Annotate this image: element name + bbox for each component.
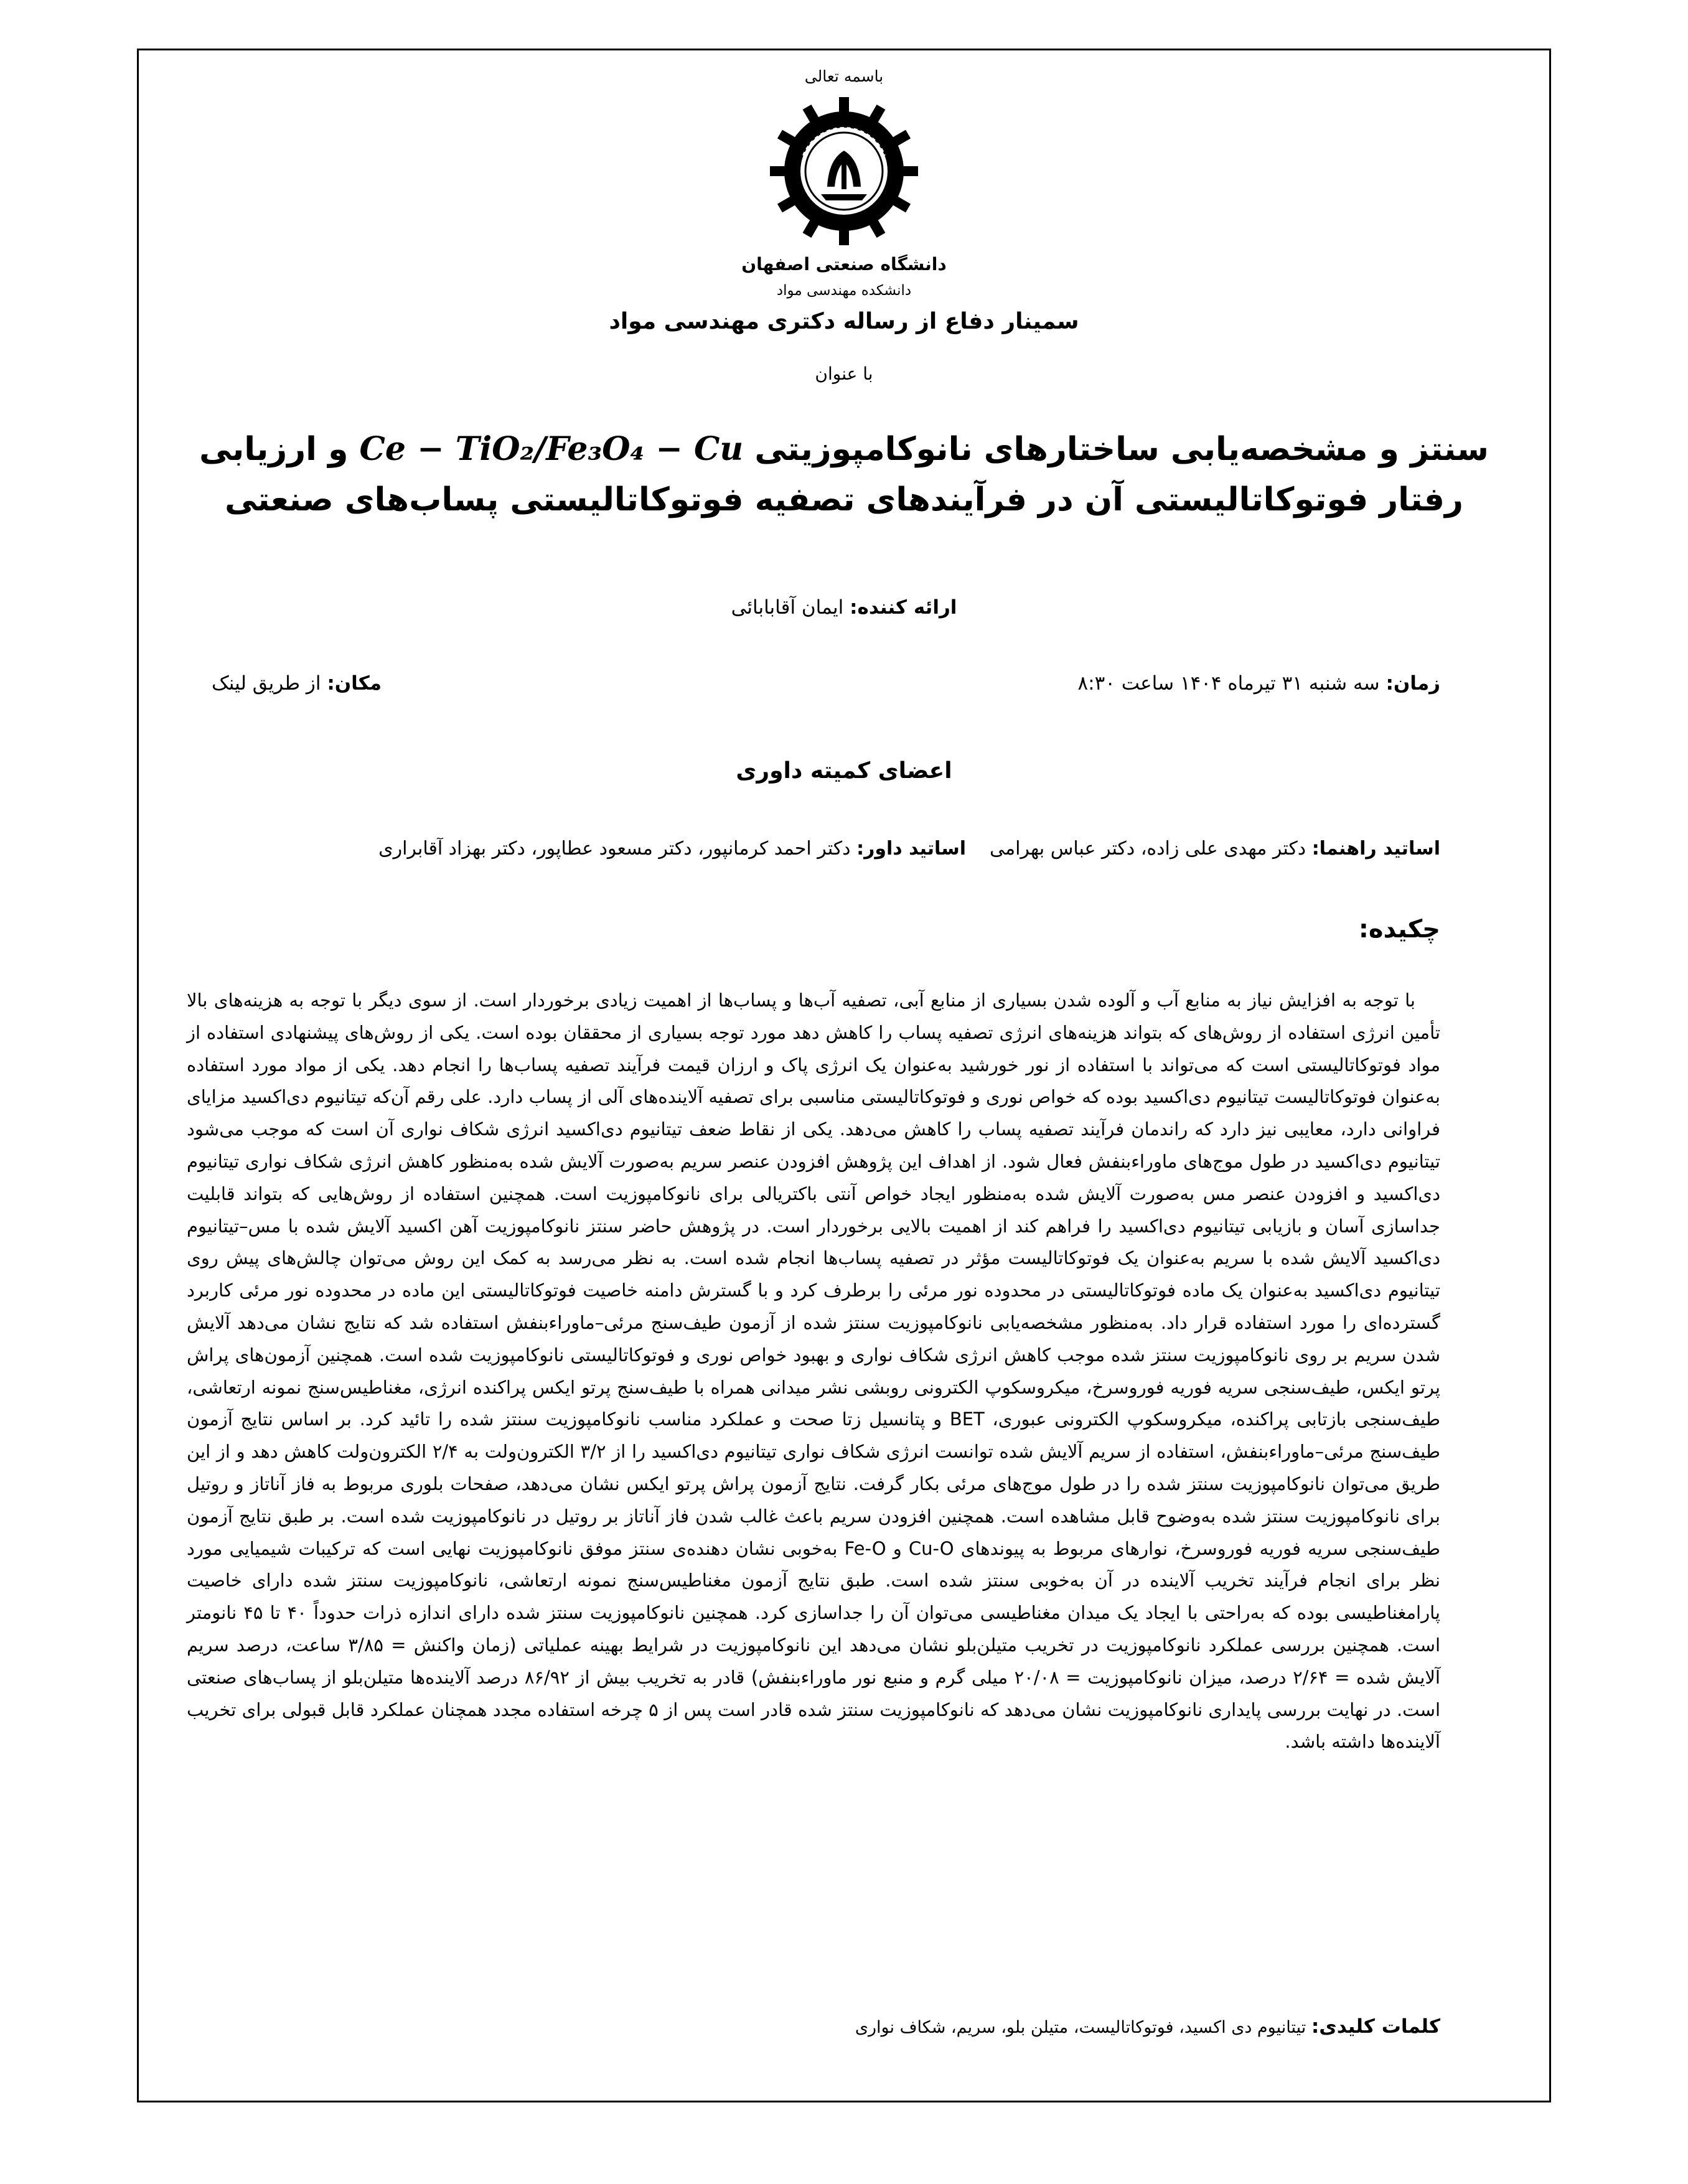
basmala: باسمه تعالی [804,67,884,85]
referees-names: دکتر احمد کرمانپور، دکتر مسعود عطاپور، دکتر بهزاد آقابراری [378,838,851,860]
abstract-heading: چکیده: [1358,915,1440,944]
thesis-title-part1: سنتز و مشخصه‌یابی ساختارهای نانوکامپوزیتی [754,431,1489,468]
keywords-label: کلمات کلیدی: [1311,2015,1440,2038]
university-logo-icon [766,93,922,249]
university-name: دانشگاه صنعتی اصفهان [741,254,947,274]
supervisors-names: دکتر مهدی علی زاده، دکتر عباس بهرامی [990,838,1306,860]
titled-label: با عنوان [815,363,873,384]
presenter-label: ارائه کننده: [850,596,957,619]
place-label: مکان: [327,672,382,695]
thesis-title-formula: Ce − TiO₂/Fe₃O₄ − Cu [359,430,744,468]
thesis-title-part2: و ارزیابی رفتار فوتوکاتالیستی آن در فرآیندهای تصفیه فوتوکاتالیستی پساب‌های صنعتی [199,431,1463,518]
time-value: سه شنبه ۳۱ تیرماه ۱۴۰۴ ساعت ۸:۳۰ [1077,672,1380,695]
keywords-value: تیتانیوم دی اکسید، فوتوکاتالیست، متیلن بلو، سریم، شکاف نواری [855,2018,1306,2037]
abstract-body: با توجه به افزایش نیاز به منابع آب و آلوده شدن بسیاری از منابع آبی، تصفیه آب‌ها و پساب‌ها از اهمیت زیادی برخوردار است. از سوی دیگر با توجه به هزینه‌های بالا تأمین انرژی استفاده از روش‌های که بتواند هزینه‌های انرژی تصفیه پساب را کاهش دهد مورد توجه بسیاری از محققان بوده است. یکی از روش‌های پیشنهادی استفاده از مواد فوتوکاتالیستی است که می‌تواند با استفاده از نور خورشید به‌عنوان یک انرژی پاک و ارزان قیمت فرآیند تصفیه پساب‌ها را انجام دهد. یکی از مواد مورد استفاده به‌عنوان فوتوکاتالیست تیتانیوم دی‌اکسید بوده که خواص نوری و فوتوکاتالیستی مناسبی برای تصفیه آلاینده‌های آلی از پساب دارد. علی رقم آن‌که تیتانیوم دی‌اکسید مزایای فراوانی دارد، معایبی نیز دارد که راندمان فرآیند تصفیه پساب را کاهش می‌دهد. یکی از نقاط ضعف تیتانیوم دی‌اکسید انرژی شکاف نواری آن است که موجب می‌شود تیتانیوم دی‌اکسید در طول موج‌های ماوراءبنفش فعال شود. از اهداف این پژوهش افزودن عنصر سریم به‌صورت آلایش شده به‌منظور کاهش انرژی شکاف نواری تیتانیوم دی‌اکسید و افزودن عنصر مس به‌صورت آلایش شده به‌منظور ایجاد خواص آنتی باکتریالی برای نانوکامپوزیت است. همچنین استفاده از روش‌هایی که بتواند قابلیت جداسازی آسان و بازیابی تیتانیوم دی‌اکسید را فراهم کند از اهمیت بالایی برخوردار است. در پژوهش حاضر سنتز نانوکامپوزیت آهن اکسید آلایش شده با مس–تیتانیوم دی‌اکسید آلایش شده با سریم به‌عنوان یک فوتوکاتالیست مؤثر در تصفیه پساب‌ها انجام شده است. به نظر می‌رسد به کمک این روش می‌توان چالش‌های پیش روی تیتانیوم دی‌اکسید به‌عنوان یک ماده فوتوکاتالیستی در محدوده نور مرئی را برطرف کرد و با گسترش دامنه خاصیت فوتوکاتالیستی این ماده در محدوده نور مرئی کاربرد گسترده‌ای را مورد استفاده قرار داد. به‌منظور مشخصه‌یابی نانوکامپوزیت سنتز شده از آزمون طیف‌سنج مرئی–ماوراءبنفش استفاده شد که نتایج نشان می‌دهد آلایش شدن سریم بر روی نانوکامپوزیت سنتز شده موجب کاهش انرژی شکاف نواری و بهبود خواص نوری و فوتوکاتالیستی نانوکامپوزیت شده است. همچنین آزمون‌های پراش پرتو ایکس، طیف‌سنجی سریه فوریه فوروسرخ، میکروسکوپ الکترونی روبشی نشر میدانی همراه با طیف‌سنج پرتو ایکس پراکنده انرژی، مغناطیس‌سنج نمونه ارتعاشی، طیف‌سنجی بازتابی پراکنده، میکروسکوپ الکترونی عبوری، BET و پتانسیل زتا صحت و عملکرد مناسب نانوکامپوزیت سنتز شده را تائید کرد. بر اساس نتایج آزمون طیف‌سنج مرئی–ماوراءبنفش، استفاده از سریم آلایش شده توانست انرژی شکاف نواری تیتانیوم دی‌اکسید را از ۳/۲ الکترون‌ولت به ۲/۴ الکترون‌ولت کاهش دهد و از این طریق می‌توان نانوکامپوزیت سنتز شده را در طول موج‌های مرئی بکار گرفت. نتایج آزمون پراش پرتو ایکس نشان می‌دهد، صفحات بلوری مربوط به فاز آناتاز و روتیل برای نانوکامپوزیت سنتز شده به‌وضوح قابل مشاهده است. همچنین افزودن سریم باعث غالب شدن فاز آناتاز بر روتیل در نانوکامپوزیت شده است. بر طبق نتایج آزمون طیف‌سنجی سریه فوریه فوروسرخ، نوارهای مربوط به پیوندهای Cu-O و Fe-O به‌خوبی نشان دهنده‌ی سنتز موفق نانوکامپوزیت نهایی است که ترکیبات شیمیایی مورد نظر برای انجام فرآیند تخریب آلاینده در آن به‌خوبی سنتز شده است. طبق نتایج آزمون مغناطیس‌سنج نمونه ارتعاشی، نانوکامپوزیت سنتز شده دارای خاصیت پارامغناطیسی بوده که به‌راحتی با ایجاد یک میدان مغناطیسی می‌توان آن را جداسازی کرد. همچنین نانوکامپوزیت سنتز شده دارای اندازه ذرات حدوداً ۴۰ تا ۴۵ نانومتر است. همچنین بررسی عملکرد نانوکامپوزیت در تخریب متیلن‌بلو نشان می‌دهد این نانوکامپوزیت در شرایط بهینه عملیاتی (زمان واکنش = ۳/۸۵ ساعت، درصد سریم آلایش شده = ۲/۶۴ درصد، میزان نانوکامپوزیت = ۲۰/۰۸ میلی گرم و منبع نور ماوراءبنفش) قادر به تخریب بیش از ۸۶/۹۲ درصد آلاینده‌ها متیلن‌بلو از پساب‌های صنعتی است. در نهایت بررسی پایداری نانوکامپوزیت نشان می‌دهد که نانوکامپوزیت سنتز شده قادر است پس از ۵ چرخه استفاده مجدد همچنان عملکرد قابل قبولی برای تخریب آلاینده‌ها داشته باشد. [187,990,1441,1753]
presenter-name: ایمان آقابابائی [731,596,844,619]
faculty-name: دانشکده مهندسی مواد [776,283,912,299]
referees-label: اساتید داور: [856,838,967,860]
place-value: از طریق لینک [212,672,321,695]
thesis-title [187,424,1501,525]
place-line [212,672,382,695]
time-line [1077,672,1440,695]
keywords-line [187,2015,1440,2038]
time-label: زمان: [1386,672,1440,695]
seminar-title: سمینار دفاع از رساله دکتری مهندسی مواد [609,309,1079,334]
presenter-line [0,596,1688,619]
supervisors-label: اساتید راهنما: [1311,838,1440,860]
committee-members-line [187,838,1440,860]
committee-heading: اعضای کمیته داوری [736,758,952,784]
